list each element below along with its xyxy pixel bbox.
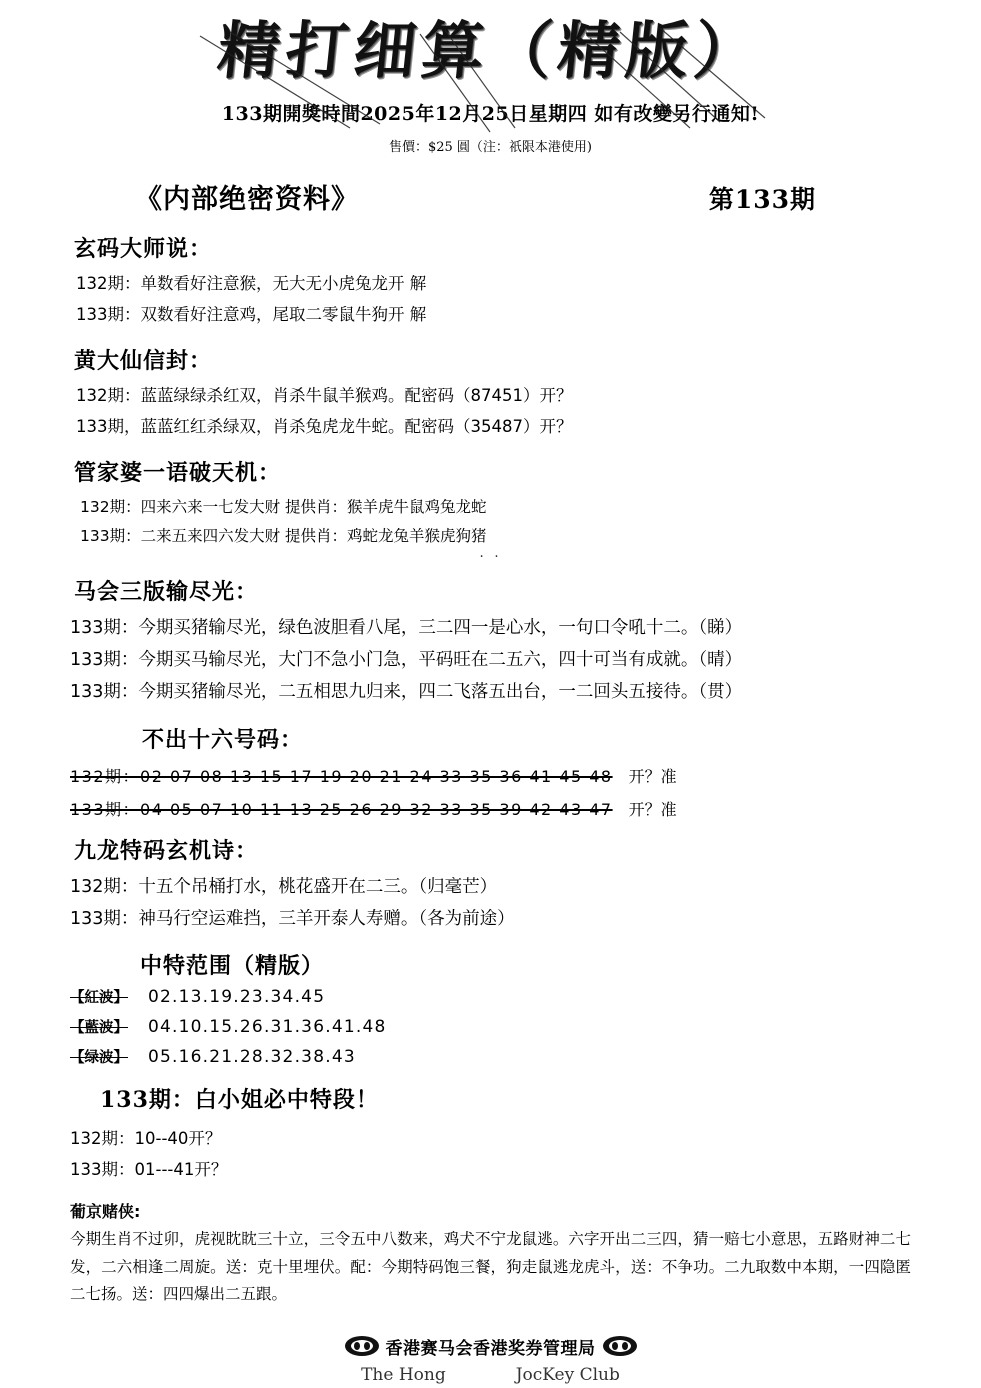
page-title: 《内部绝密资料》 (135, 184, 359, 216)
section-jiulong-poem (70, 834, 911, 936)
table-row (70, 764, 911, 787)
section-xuanma (70, 232, 911, 330)
logo-en-left: The Hong (361, 1364, 446, 1385)
article-paragraph: 今期生肖不过卯，虎视眈眈三十立，三令五中八数来，鸡犬不宁龙鼠逃。六字开出二三四，猜一赔七小意思，五路财神二七发，二六相逢二周旋。送：克十里埋伏。配：今期特码饱三餐，狗走鼠逃龙虎斗，送：不争功。二九取数中本期，一四隐匿二七扬。送：四四爆出二五跟。 (70, 1230, 911, 1303)
wave-tag-blue: 【藍波】 (70, 1019, 128, 1037)
dot-separator: . . (479, 544, 502, 561)
section-line: 132期：单数看好注意猴，无大无小虎兔龙开 解 (76, 274, 427, 294)
wave-tag-green: 【绿波】 (70, 1049, 128, 1067)
section-line: 133期：双数看好注意鸡，尾取二零鼠牛狗开 解 (76, 304, 427, 324)
wave-numbers: 04.10.15.26.31.36.41.48 (148, 1017, 387, 1038)
section-heading: 玄码大师说： (74, 236, 213, 263)
section-lady-white (70, 1083, 911, 1185)
section-heading: 中特范围（精版） (140, 953, 325, 980)
section-huangdaxian (70, 344, 911, 442)
section-line: 132期：10--40开？ (70, 1129, 222, 1149)
section-heading: 黄大仙信封： (74, 348, 213, 375)
section-heading: 不出十六号码： (142, 726, 304, 753)
logo-en-right: JocKey Club (515, 1364, 620, 1385)
section-heading: 马会三版输尽光： (74, 578, 259, 605)
issue-number: 第133期 (708, 185, 816, 215)
section-heading: 133期：白小姐必中特段！ (100, 1087, 379, 1114)
section-line: 133期：今期买猪输尽光，二五相思九归来，四二飞落五出台，一二回头五接待。（贯） (70, 682, 743, 703)
price-line: 售價：$25 圓（注：祇限本港使用) (388, 140, 593, 156)
list-item (70, 1046, 911, 1067)
struck-numbers: 133期：04 05 07 10 11 13 25 26 29 32 33 35 39 42 43 47 (70, 799, 613, 819)
masthead (0, 0, 981, 155)
draw-time-line: 133期開獎時間2025年12月25日星期四 如有改變另行通知! (221, 103, 760, 126)
jockey-club-emblem-icon (602, 1334, 638, 1358)
row-result: 开？准 (628, 799, 677, 819)
section-no-open-sixteen (70, 723, 911, 820)
section-line: 133期：今期买马输尽光，大门不急小门急，平码旺在二五六，四十可当有成就。（晴） (70, 649, 743, 670)
logo-chinese-text: 香港赛马会香港奖券管理局 (385, 1338, 596, 1359)
section-line: 133期：今期买猪输尽光，绿色波胆看八尾，三二四一是心水，一句口令吼十二。（睇） (70, 617, 743, 638)
row-result: 开？准 (628, 766, 677, 786)
section-line: 132期：蓝蓝绿绿杀红双，肖杀牛鼠羊猴鸡。配密码（87451）开？ (76, 386, 573, 406)
struck-numbers: 132期：02 07 08 13 15 17 19 20 21 24 33 35 36 41 45 48 (70, 766, 613, 786)
wave-tag-red: 【紅波】 (70, 989, 128, 1007)
list-item (70, 1016, 911, 1037)
wave-numbers: 02.13.19.23.34.45 (148, 987, 326, 1008)
section-guanjiapo (70, 456, 911, 560)
section-heading: 九龙特码玄机诗： (74, 837, 259, 864)
jockey-club-emblem-icon (344, 1334, 380, 1358)
list-item (70, 986, 911, 1007)
section-line: 133期：01---41开？ (70, 1159, 228, 1179)
section-line: 132期：十五个吊桶打水，桃花盛开在二三。（归毫芒） (70, 876, 498, 897)
section-range (70, 949, 911, 1067)
section-line: 133期，蓝蓝红红杀绿双，肖杀兔虎龙牛蛇。配密码（35487）开？ (76, 416, 573, 436)
section-heading: 管家婆一语破天机： (74, 460, 282, 487)
section-line: 133期：二来五来四六发大财 提供肖：鸡蛇龙兔羊猴虎狗猪 (80, 526, 487, 545)
section-line: 133期：神马行空运难挡，三羊开泰人寿赠。（各为前途） (70, 909, 515, 929)
title-row (135, 177, 911, 216)
masthead-title: 精打细算（精版） (214, 14, 767, 87)
section-mahui (70, 575, 911, 709)
wave-numbers: 05.16.21.28.32.38.43 (148, 1047, 356, 1068)
article-title: 葡京赌侠: (70, 1202, 141, 1222)
document-body (70, 232, 911, 1385)
footer-logo (70, 1334, 911, 1385)
section-line: 132期：四来六来一七发大财 提供肖：猴羊虎牛鼠鸡兔龙蛇 (80, 498, 487, 517)
table-row (70, 797, 911, 820)
section-pujing (70, 1199, 911, 1307)
